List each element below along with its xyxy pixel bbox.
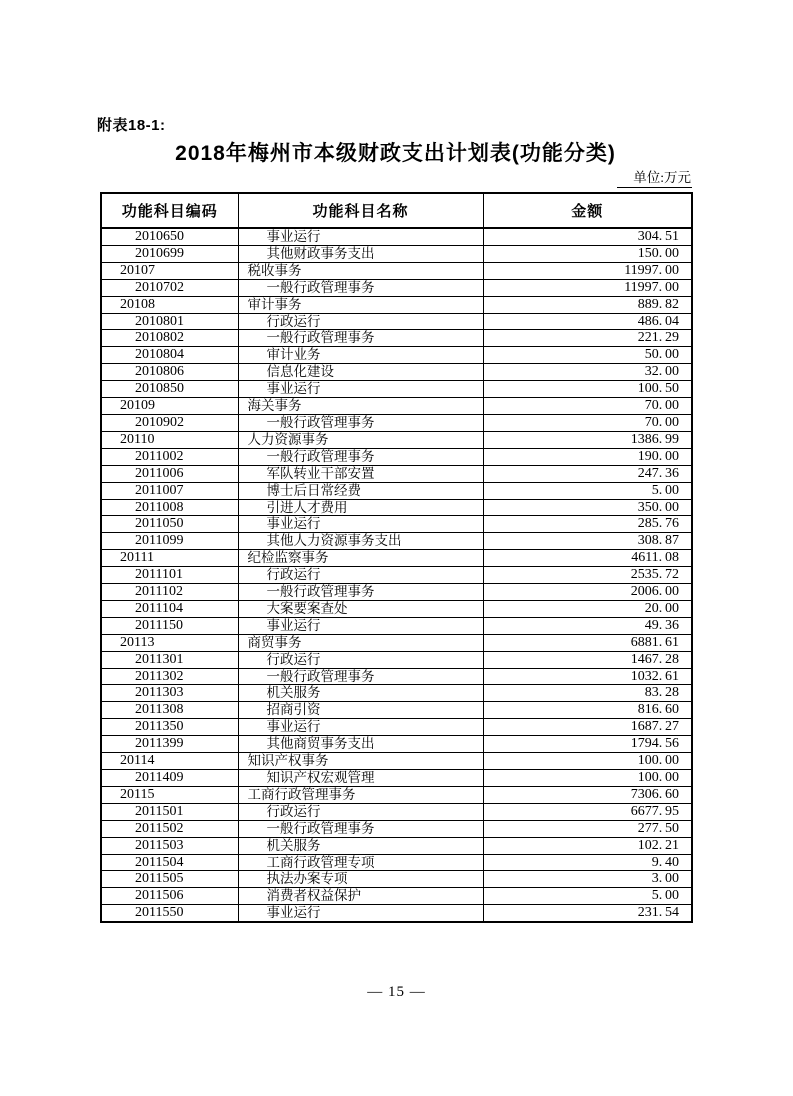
code-cell: 20115 — [101, 786, 238, 803]
col-header-amount: 金额 — [483, 193, 692, 228]
code-cell: 2011007 — [101, 482, 238, 499]
amount-cell: 11997. 00 — [483, 262, 692, 279]
col-header-code: 功能科目编码 — [101, 193, 238, 228]
name-cell: 事业运行 — [238, 719, 483, 736]
code-cell: 2010702 — [101, 279, 238, 296]
name-cell: 一般行政管理事务 — [238, 279, 483, 296]
table-row — [101, 871, 692, 888]
name-cell: 机关服务 — [238, 685, 483, 702]
table-row — [101, 567, 692, 584]
name-cell: 行政运行 — [238, 803, 483, 820]
amount-cell: 231. 54 — [483, 905, 692, 922]
code-cell: 2011104 — [101, 600, 238, 617]
code-cell: 2011502 — [101, 820, 238, 837]
amount-cell: 2006. 00 — [483, 584, 692, 601]
budget-table — [100, 192, 693, 923]
code-cell: 2011303 — [101, 685, 238, 702]
name-cell: 博士后日常经费 — [238, 482, 483, 499]
name-cell: 机关服务 — [238, 837, 483, 854]
name-cell: 事业运行 — [238, 905, 483, 922]
page-number: — 15 — — [367, 984, 426, 1000]
amount-cell: 5. 00 — [483, 482, 692, 499]
table-row — [101, 854, 692, 871]
table-row — [101, 516, 692, 533]
amount-cell: 277. 50 — [483, 820, 692, 837]
amount-cell: 50. 00 — [483, 347, 692, 364]
table-row — [101, 398, 692, 415]
code-cell: 2011301 — [101, 651, 238, 668]
code-cell: 2010806 — [101, 364, 238, 381]
amount-cell: 11997. 00 — [483, 279, 692, 296]
code-cell: 2011302 — [101, 668, 238, 685]
table-row — [101, 888, 692, 905]
name-cell: 其他人力资源事务支出 — [238, 533, 483, 550]
name-cell: 其他财政事务支出 — [238, 245, 483, 262]
amount-cell: 32. 00 — [483, 364, 692, 381]
table-row — [101, 381, 692, 398]
table-row — [101, 364, 692, 381]
name-cell: 一般行政管理事务 — [238, 330, 483, 347]
code-cell: 20109 — [101, 398, 238, 415]
name-cell: 一般行政管理事务 — [238, 448, 483, 465]
name-cell: 行政运行 — [238, 313, 483, 330]
code-cell: 20111 — [101, 550, 238, 567]
code-cell: 2010850 — [101, 381, 238, 398]
name-cell: 行政运行 — [238, 567, 483, 584]
amount-cell: 1386. 99 — [483, 431, 692, 448]
amount-cell: 889. 82 — [483, 296, 692, 313]
name-cell: 事业运行 — [238, 228, 483, 245]
table-row — [101, 786, 692, 803]
table-row — [101, 736, 692, 753]
code-cell: 2011399 — [101, 736, 238, 753]
code-cell: 2011501 — [101, 803, 238, 820]
code-cell: 2011006 — [101, 465, 238, 482]
amount-cell: 6677. 95 — [483, 803, 692, 820]
amount-cell: 816. 60 — [483, 702, 692, 719]
name-cell: 信息化建设 — [238, 364, 483, 381]
table-row — [101, 905, 692, 922]
name-cell: 工商行政管理事务 — [238, 786, 483, 803]
code-cell: 20113 — [101, 634, 238, 651]
table-row — [101, 702, 692, 719]
code-cell: 20114 — [101, 753, 238, 770]
name-cell: 工商行政管理专项 — [238, 854, 483, 871]
table-row — [101, 685, 692, 702]
amount-cell: 102. 21 — [483, 837, 692, 854]
name-cell: 一般行政管理事务 — [238, 414, 483, 431]
code-cell: 2011350 — [101, 719, 238, 736]
name-cell: 商贸事务 — [238, 634, 483, 651]
attachment-label: 附表18-1: — [97, 117, 166, 134]
code-cell: 2010650 — [101, 228, 238, 245]
name-cell: 事业运行 — [238, 381, 483, 398]
amount-cell: 3. 00 — [483, 871, 692, 888]
table-row — [101, 753, 692, 770]
code-cell: 2010801 — [101, 313, 238, 330]
code-cell: 2010902 — [101, 414, 238, 431]
table-row — [101, 533, 692, 550]
table-row — [101, 313, 692, 330]
amount-cell: 70. 00 — [483, 414, 692, 431]
code-cell: 2011505 — [101, 871, 238, 888]
amount-cell: 49. 36 — [483, 617, 692, 634]
table-row — [101, 347, 692, 364]
amount-cell: 6881. 61 — [483, 634, 692, 651]
name-cell: 纪检监察事务 — [238, 550, 483, 567]
amount-cell: 150. 00 — [483, 245, 692, 262]
table-row — [101, 820, 692, 837]
table-row — [101, 245, 692, 262]
name-cell: 事业运行 — [238, 516, 483, 533]
amount-cell: 221. 29 — [483, 330, 692, 347]
name-cell: 审计业务 — [238, 347, 483, 364]
name-cell: 知识产权事务 — [238, 753, 483, 770]
code-cell: 2011002 — [101, 448, 238, 465]
table-row — [101, 719, 692, 736]
code-cell: 2011099 — [101, 533, 238, 550]
name-cell: 引进人才费用 — [238, 499, 483, 516]
amount-cell: 70. 00 — [483, 398, 692, 415]
amount-cell: 100. 00 — [483, 753, 692, 770]
table-row — [101, 448, 692, 465]
table-row — [101, 668, 692, 685]
code-cell: 2011050 — [101, 516, 238, 533]
amount-cell: 20. 00 — [483, 600, 692, 617]
name-cell: 消费者权益保护 — [238, 888, 483, 905]
amount-cell: 304. 51 — [483, 228, 692, 245]
code-cell: 2011308 — [101, 702, 238, 719]
amount-cell: 100. 50 — [483, 381, 692, 398]
code-cell: 2011506 — [101, 888, 238, 905]
amount-cell: 1794. 56 — [483, 736, 692, 753]
code-cell: 2011008 — [101, 499, 238, 516]
table-row — [101, 634, 692, 651]
name-cell: 税收事务 — [238, 262, 483, 279]
amount-cell: 285. 76 — [483, 516, 692, 533]
code-cell: 2010699 — [101, 245, 238, 262]
amount-cell: 1467. 28 — [483, 651, 692, 668]
code-cell: 2011101 — [101, 567, 238, 584]
table-row — [101, 228, 692, 245]
table-row — [101, 770, 692, 787]
code-cell: 2010802 — [101, 330, 238, 347]
code-cell: 20110 — [101, 431, 238, 448]
amount-cell: 7306. 60 — [483, 786, 692, 803]
name-cell: 其他商贸事务支出 — [238, 736, 483, 753]
code-cell: 2011409 — [101, 770, 238, 787]
table-body — [101, 228, 692, 922]
amount-cell: 308. 87 — [483, 533, 692, 550]
table-row — [101, 651, 692, 668]
name-cell: 招商引资 — [238, 702, 483, 719]
code-cell: 2011504 — [101, 854, 238, 871]
amount-cell: 247. 36 — [483, 465, 692, 482]
table-row — [101, 617, 692, 634]
name-cell: 大案要案查处 — [238, 600, 483, 617]
amount-cell: 83. 28 — [483, 685, 692, 702]
amount-cell: 100. 00 — [483, 770, 692, 787]
amount-cell: 350. 00 — [483, 499, 692, 516]
table-row — [101, 330, 692, 347]
amount-cell: 1032. 61 — [483, 668, 692, 685]
table-row — [101, 482, 692, 499]
code-cell: 2011102 — [101, 584, 238, 601]
code-cell: 20107 — [101, 262, 238, 279]
code-cell: 2011550 — [101, 905, 238, 922]
amount-cell: 5. 00 — [483, 888, 692, 905]
name-cell: 一般行政管理事务 — [238, 668, 483, 685]
name-cell: 行政运行 — [238, 651, 483, 668]
code-cell: 2010804 — [101, 347, 238, 364]
table-row — [101, 262, 692, 279]
code-cell: 2011503 — [101, 837, 238, 854]
amount-cell: 9. 40 — [483, 854, 692, 871]
name-cell: 事业运行 — [238, 617, 483, 634]
amount-cell: 4611. 08 — [483, 550, 692, 567]
name-cell: 知识产权宏观管理 — [238, 770, 483, 787]
name-cell: 执法办案专项 — [238, 871, 483, 888]
table-row — [101, 499, 692, 516]
name-cell: 一般行政管理事务 — [238, 584, 483, 601]
col-header-name: 功能科目名称 — [238, 193, 483, 228]
table-row — [101, 837, 692, 854]
name-cell: 审计事务 — [238, 296, 483, 313]
table-row — [101, 279, 692, 296]
name-cell: 一般行政管理事务 — [238, 820, 483, 837]
page-title: 2018年梅州市本级财政支出计划表(功能分类) — [175, 142, 616, 165]
amount-cell: 2535. 72 — [483, 567, 692, 584]
table-row — [101, 465, 692, 482]
name-cell: 军队转业干部安置 — [238, 465, 483, 482]
table-row — [101, 296, 692, 313]
amount-cell: 190. 00 — [483, 448, 692, 465]
amount-cell: 486. 04 — [483, 313, 692, 330]
table-row — [101, 550, 692, 567]
table-row — [101, 414, 692, 431]
code-cell: 20108 — [101, 296, 238, 313]
table-row — [101, 600, 692, 617]
table-row — [101, 431, 692, 448]
unit-note: 单位:万元 — [617, 170, 692, 188]
table-header-row — [101, 193, 692, 228]
name-cell: 人力资源事务 — [238, 431, 483, 448]
name-cell: 海关事务 — [238, 398, 483, 415]
table-row — [101, 803, 692, 820]
table-row — [101, 584, 692, 601]
amount-cell: 1687. 27 — [483, 719, 692, 736]
code-cell: 2011150 — [101, 617, 238, 634]
